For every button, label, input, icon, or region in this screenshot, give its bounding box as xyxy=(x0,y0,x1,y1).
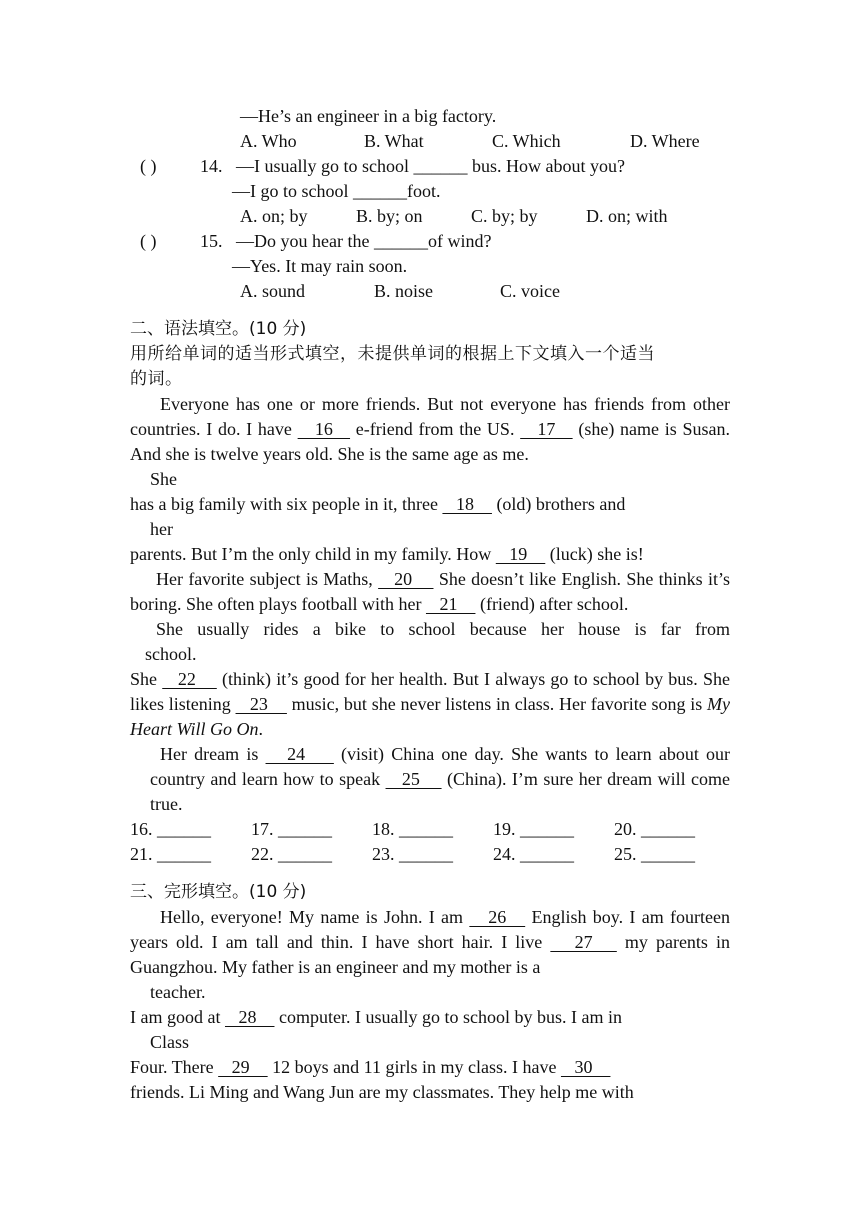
answer-23[interactable]: 23. ______ xyxy=(372,844,453,864)
answer-row-2 xyxy=(130,842,730,867)
q14-line2: —I go to school ______foot. xyxy=(232,181,441,201)
q13-option-c[interactable]: C. Which xyxy=(492,131,561,151)
section2-paragraph-2: has a big family with six people in it, three 18 (old) brothers and xyxy=(130,494,626,514)
answer-16[interactable]: 16. ______ xyxy=(130,819,211,839)
answer-17[interactable]: 17. ______ xyxy=(251,819,332,839)
q15-stem xyxy=(130,229,730,254)
q14-option-a[interactable]: A. on; by xyxy=(240,206,308,226)
section3-paragraph-3: Four. There 29 12 boys and 11 girls in my class. I have 30 xyxy=(130,1057,611,1077)
q14-option-b[interactable]: B. by; on xyxy=(356,206,423,226)
answer-20[interactable]: 20. ______ xyxy=(614,819,695,839)
blank-17[interactable]: 17 xyxy=(520,419,573,439)
section2-instruction: 用所给单词的适当形式填空，未提供单词的根据上下文填入一个适当 xyxy=(130,344,655,364)
section2-paragraph-3: parents. But I’m the only child in my family. How 19 (luck) she is! xyxy=(130,544,644,564)
q13-answer-line: —He’s an engineer in a big factory. xyxy=(240,106,497,126)
answer-18[interactable]: 18. ______ xyxy=(372,819,453,839)
q13-options xyxy=(130,129,730,154)
blank-24[interactable]: 24 xyxy=(265,744,334,764)
q13-option-a[interactable]: A. Who xyxy=(240,131,297,151)
section3-line-class: Class xyxy=(150,1032,190,1052)
answer-22[interactable]: 22. ______ xyxy=(251,844,332,864)
q15-option-b[interactable]: B. noise xyxy=(374,281,434,301)
blank-29[interactable]: 29 xyxy=(218,1057,268,1077)
blank-30[interactable]: 30 xyxy=(560,1057,611,1077)
exam-page xyxy=(130,104,730,1105)
q15-option-a[interactable]: A. sound xyxy=(240,281,306,301)
blank-18[interactable]: 18 xyxy=(442,494,492,514)
section2-line-her: her xyxy=(150,519,173,539)
q14-number: 14. xyxy=(200,156,223,176)
section2-heading: 二、语法填空。(10 分) xyxy=(130,319,307,339)
section2-paragraph-7: Her dream is 24 (visit) China one day. She wants to learn about our country and learn how to speak 25 (China). I’m sure her dream will come true. xyxy=(150,744,730,814)
q14-option-d[interactable]: D. on; with xyxy=(586,206,668,226)
answer-21[interactable]: 21. ______ xyxy=(130,844,211,864)
section3-line-friends: friends. Li Ming and Wang Jun are my classmates. They help me with xyxy=(130,1082,634,1102)
blank-20[interactable]: 20 xyxy=(378,569,434,589)
answer-19[interactable]: 19. ______ xyxy=(493,819,574,839)
q15-line1: —Do you hear the ______of wind? xyxy=(236,231,492,251)
q13-option-d[interactable]: D. Where xyxy=(630,131,700,151)
section2-line-she: She xyxy=(150,469,177,489)
section3-heading: 三、完形填空。(10 分) xyxy=(130,882,307,902)
section2-paragraph-4: Her favorite subject is Maths, 20 She doesn’t like English. She thinks it’s boring. She often plays football with her 21 (friend) after school. xyxy=(130,569,731,614)
blank-19[interactable]: 19 xyxy=(495,544,546,564)
q15-line2: —Yes. It may rain soon. xyxy=(232,256,408,276)
blank-22[interactable]: 22 xyxy=(162,669,217,689)
answer-row-1 xyxy=(130,817,730,842)
blank-26[interactable]: 26 xyxy=(469,907,526,927)
section2-instruction-cont: 的词。 xyxy=(130,369,183,389)
q14-answer-paren[interactable]: ( ) xyxy=(140,156,157,176)
answer-25[interactable]: 25. ______ xyxy=(614,844,695,864)
blank-28[interactable]: 28 xyxy=(224,1007,275,1027)
q14-line1: —I usually go to school ______ bus. How about you? xyxy=(236,156,625,176)
blank-27[interactable]: 27 xyxy=(550,932,617,952)
q15-number: 15. xyxy=(200,231,223,251)
q15-options xyxy=(130,279,730,304)
q15-answer-paren[interactable]: ( ) xyxy=(140,231,157,251)
song-title: My Heart Will Go On xyxy=(130,694,731,739)
blank-21[interactable]: 21 xyxy=(425,594,476,614)
blank-23[interactable]: 23 xyxy=(235,694,287,714)
section2-paragraph-6: She 22 (think) it’s good for her health. But I always go to school by bus. She likes listening 23 music, but she never listens in class. Her favorite song is My Heart Will Go On. xyxy=(130,669,731,739)
blank-25[interactable]: 25 xyxy=(385,769,442,789)
section3-paragraph-2: I am good at 28 computer. I usually go to school by bus. I am in xyxy=(130,1007,622,1027)
q13-option-b[interactable]: B. What xyxy=(364,131,424,151)
q14-option-c[interactable]: C. by; by xyxy=(471,206,538,226)
section2-paragraph-1: Everyone has one or more friends. But not everyone has friends from other countries. I do. I have 16 e-friend from the US. 17 (she) name is Susan. And she is twelve years old. She is the same age as me. xyxy=(130,394,731,464)
q14-stem xyxy=(130,154,730,179)
answer-24[interactable]: 24. ______ xyxy=(493,844,574,864)
section2-paragraph-5: She usually rides a bike to school because her house is far from xyxy=(156,619,730,639)
q15-option-c[interactable]: C. voice xyxy=(500,281,560,301)
section2-line-school: school. xyxy=(145,644,197,664)
section3-paragraph-1: Hello, everyone! My name is John. I am 26 English boy. I am fourteen years old. I am tall and thin. I have short hair. I live 27 my parents in Guangzhou. My father is an engineer and my mother is a xyxy=(130,907,731,977)
blank-16[interactable]: 16 xyxy=(297,419,351,439)
section3-line-teacher: teacher. xyxy=(150,982,206,1002)
q14-options xyxy=(130,204,730,229)
